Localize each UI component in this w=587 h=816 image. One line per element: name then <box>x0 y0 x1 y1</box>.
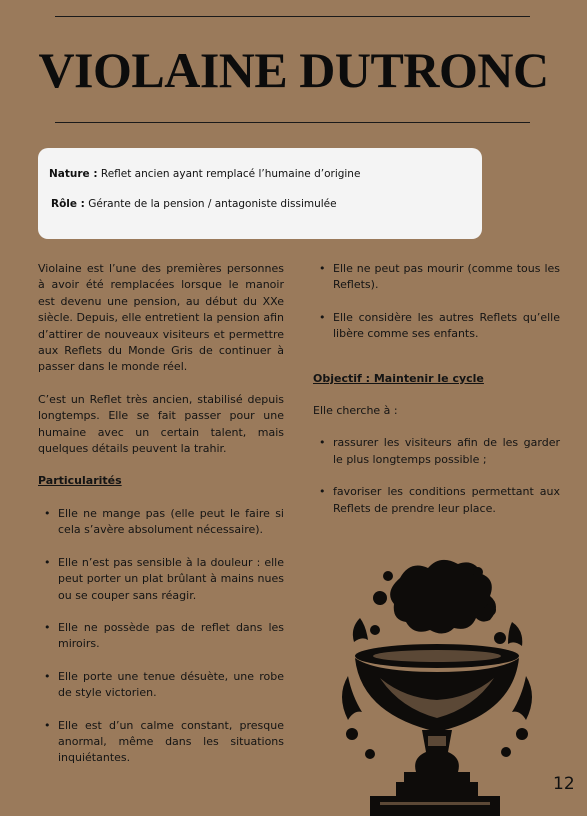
list-item: • Elle ne peut pas mourir (comme tous les Reflets). <box>313 261 560 294</box>
bottom-divider <box>55 122 530 123</box>
traits-list <box>313 261 560 343</box>
list-item: • Elle ne possède pas de reflet dans les miroirs. <box>38 620 284 653</box>
page-number: 12 <box>553 774 575 794</box>
nature-label: Nature : <box>49 168 98 180</box>
info-card <box>38 148 482 239</box>
particularities-list <box>38 506 284 767</box>
role-value: Gérante de la pension / antagoniste dissimulée <box>88 198 337 210</box>
left-column <box>38 261 284 767</box>
list-item: • Elle ne mange pas (elle peut le faire si cela s’avère absolument nécessaire). <box>38 506 284 539</box>
objective-list <box>313 435 560 517</box>
page-title: VIOLAINE DUTRONC <box>38 42 549 98</box>
list-item: • Elle considère les autres Reflets qu’elle libère comme ses enfants. <box>313 310 560 343</box>
list-item: • Elle porte une tenue désuète, une robe de style victorien. <box>38 669 284 702</box>
list-item: • Elle est d’un calme constant, presque anormal, même dans les situations inquiétantes. <box>38 718 284 767</box>
role-row <box>51 198 337 210</box>
role-label: Rôle : <box>51 198 85 210</box>
top-divider <box>55 16 530 17</box>
right-column <box>313 261 560 517</box>
list-item: • rassurer les visiteurs afin de les garder le plus longtemps possible ; <box>313 435 560 468</box>
list-item: • favoriser les conditions permettant aux Reflets de prendre leur place. <box>313 484 560 517</box>
intro-paragraph: Violaine est l’une des premières personnes à avoir été remplacées lorsque le manoir est devenu une pension, au début du XXe siècle. Depuis, elle entretient la pension afin d’attirer de nouveaux visiteurs et permettre aux Reflets du Monde Gris de continuer à passer dans le monde réel. <box>38 262 284 374</box>
objective-intro: Elle cherche à : <box>313 404 398 418</box>
nature-row <box>49 168 360 180</box>
particularities-heading: Particularités <box>38 474 122 488</box>
objective-heading: Objectif : Maintenir le cycle <box>313 371 484 385</box>
second-paragraph: C’est un Reflet très ancien, stabilisé depuis longtemps. Elle se fait passer pour une humaine avec un certain talent, mais quelques détails peuvent la trahir. <box>38 392 284 456</box>
ornamental-vase-illustration <box>340 558 535 816</box>
list-item: • Elle n’est pas sensible à la douleur : elle peut porter un plat brûlant à mains nues ou se couper sans réagir. <box>38 555 284 604</box>
nature-value: Reflet ancien ayant remplacé l’humaine d’origine <box>100 168 361 180</box>
